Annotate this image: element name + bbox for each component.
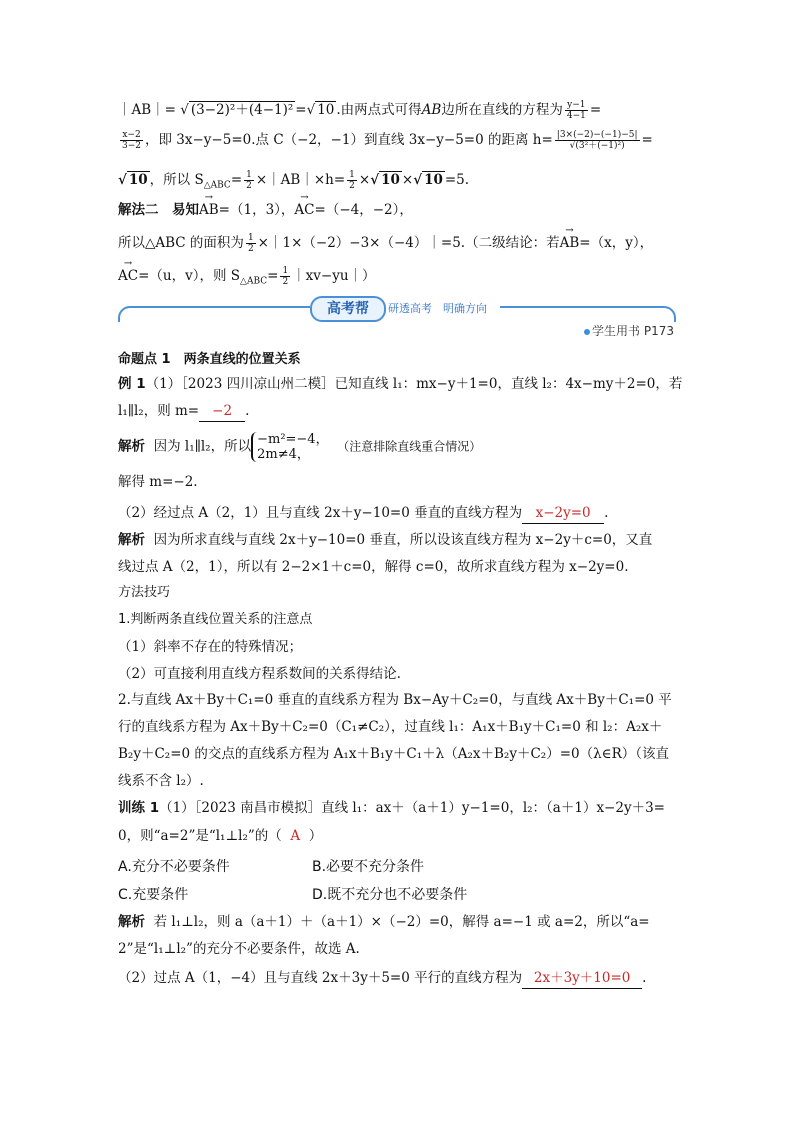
text: . [642,970,647,986]
answer-blank: x−2y=0 [522,503,604,524]
method-title: 方法技巧 [118,585,171,600]
text: = [295,102,307,118]
text: = [230,172,243,188]
text: ²＋(4−1)² [229,102,294,118]
derivation-line-4 [118,200,413,220]
solution-3-line2: 2”是“l₁⊥l₂”的充分不必要条件，故选 A. [118,941,360,957]
text: 因为 l₁∥l₂，所以 [153,438,252,455]
solution-3-line1 [118,912,650,932]
text: .由两点式可得 [336,102,422,118]
answer: A [290,828,301,844]
text: (3−2) [190,102,230,118]
option-a: A.充分不必要条件 [118,859,230,875]
section-title: 命题点 1 两条直线的位置关系 [118,352,301,367]
solution-label: 解析 [118,914,145,930]
method-point-1a: （1）斜率不存在的特殊情况； [118,639,303,655]
solution-1-result: 解得 m=−2. [118,474,198,490]
method-point-2d: 线系不含 l₂）. [118,773,204,789]
banner-left-line [118,306,310,322]
text: . [245,403,250,419]
solution-label: 解析 [118,438,145,455]
text: ，即 3x−y−5=0.点 C（−2，−1）到直线 3x−y−5=0 的距离 h= [145,132,553,148]
vector: → AC [294,200,314,220]
text: AB [421,102,442,118]
text: l₁∥l₂，则 m= [118,403,200,419]
text: （1）［2023 南昌市模拟］直线 l₁：ax＋（a＋1）y−1=0，l₂：（a＋1）x−2y＋3= [159,800,665,816]
text: =（u，v），则 S [138,268,241,284]
option-d: D.既不充分也不必要条件 [312,887,468,903]
book-reference [584,322,674,339]
sqrt-value: 10 [317,102,335,118]
text: （1）［2023 四川凉山州二模］已知直线 l₁：mx−y＋1=0，直线 l₂：4x−my＋2=0，若 [145,376,683,392]
vector: → AC [118,266,138,286]
text: × [358,172,371,188]
method-point-2a: 2.与直线 Ax＋By＋C₁=0 垂直的直线系方程为 Bx−Ay＋C₂=0，与直线 Ax＋By＋C₁=0 平 [118,692,672,708]
subscript: △ABC [203,180,231,191]
training-1-part2 [118,968,646,989]
text: × [401,172,414,188]
example-label: 例 1 [118,376,146,392]
text: = [267,268,279,284]
sqrt-content [189,101,295,118]
derivation-line-6 [118,266,376,292]
text: ） [308,828,323,844]
text: 若 l₁⊥l₂，则 a（a＋1）＋（a＋1）×（−2）=0，解得 a=−1 或 a=2，所以“a= [153,914,650,930]
answer-blank: 2x＋3y＋10=0 [522,968,642,989]
text: 边所在直线的方程为 [441,102,563,118]
method-point-2c: B₂y＋C₂=0 的交点的直线系方程为 A₁x＋B₁y＋C₁＋λ（A₂x＋B₂y＋C₂）=0（λ∈R）（该直 [118,746,670,762]
training-1-question [118,798,665,818]
vector: → AB [560,233,580,253]
text: ×｜1×（−2）−3×（−4）｜=5.（二级结论：若 [257,235,560,251]
text: = [589,102,602,118]
text: =5. [444,172,470,188]
fraction: $\frac{|3\times(-2)-(-1)-5|}{\text{√(3²＋(−1)²)}}$ [556,130,638,151]
solution-label: 解析 [118,532,145,548]
solution-2-line1 [118,530,652,550]
subscript: △ABC [240,276,268,287]
derivation-line-1: ｜AB｜= √ (3−2)²＋(4−1)² =√ 10 .由两点式可得AB边所在直线的方程为 $\frac{y-1}{4-1}$ = [118,100,602,121]
text: （2）经过点 A（2，1）且与直线 2x＋y−10=0 垂直的直线方程为 [118,505,523,521]
banner-badge: 高考帮 [310,296,386,322]
text: 0，则“a=2”是“l₁⊥l₂”的（ [118,828,282,844]
derivation-line-3: √ 10 ，所以 $S_{\triangle ABC}=$ $\frac{1}{2}$ ×｜AB｜×h= $\frac{1}{2}$ ×√ 10 ×√ 10 =5. [118,170,470,191]
text: 所以△ABC 的面积为 [118,235,244,251]
text: =（1，3）， [218,202,295,218]
derivation-line-2 [118,130,653,151]
example-1-question [118,374,682,394]
equation-system: −m²=−4， 2m≠4， [251,432,329,462]
note: （注意排除直线重合情况） [337,439,482,454]
text: ×｜AB｜×h= [255,172,346,188]
text: 因为所求直线与直线 2x＋y−10=0 垂直，所以设该直线方程为 x−2y＋c=0，又直 [153,532,653,548]
text: ，所以 S [149,172,204,188]
text: （2）过点 A（1，−4）且与直线 2x＋3y＋5=0 平行的直线方程为 [118,970,523,986]
fraction: $\frac{x-2}{3-2}$ [122,130,141,151]
text: ｜AB｜= [118,102,176,118]
fraction: $\frac{y-1}{4-1}$ [566,100,586,121]
method-point-1b: （2）可直接利用直线方程系数间的关系得结论. [118,666,401,682]
sqrt-value: 10 [128,172,148,188]
book-reference-text: 学生用书 P173 [592,324,674,338]
text: = [641,132,653,148]
method-point-1: 1.判断两条直线位置关系的注意点 [118,612,313,627]
derivation-line-5 [118,233,653,254]
text: ｜xv−yu｜） [292,268,376,284]
fraction: $\frac{1}{2}$ [246,170,252,191]
sqrt-value: 10 [424,172,443,188]
vector: → AB [199,200,219,220]
fraction: $\frac{1}{2}$ [247,233,254,254]
fraction: $\frac{1}{2}$ [349,170,355,191]
sqrt-sign: √ [180,102,189,118]
solution-1 [118,432,481,462]
solution-2-line2: 线过点 A（2，1），所以有 2−2×1＋c=0，解得 c=0，故所求直线方程为 x−2y=0. [118,559,629,575]
text: =（x，y）， [579,235,654,251]
training-1-question-cont [118,826,322,846]
text: 解法二 易知 [118,202,199,218]
dot-icon [584,329,590,335]
sqrt-value: 10 [381,172,400,188]
training-label: 训练 1 [118,800,160,816]
option-c: C.充要条件 [118,887,189,903]
text: =（−4，−2）， [314,202,413,218]
answer-blank: −2 [199,401,245,422]
text: . [604,505,609,521]
example-1-part2 [118,503,608,524]
example-1-question-cont [118,401,249,422]
banner-right-line [500,306,676,322]
banner-subtitle: 研透高考 明确方向 [388,302,487,315]
method-point-2b: 行的直线系方程为 Ax＋By＋C₂=0（C₁≠C₂），过直线 l₁：A₁x＋B₁y＋C₁=0 和 l₂：A₂x＋ [118,719,663,735]
option-b: B.必要不充分条件 [312,859,425,875]
fraction: $\frac{1}{2}$ [282,266,289,287]
